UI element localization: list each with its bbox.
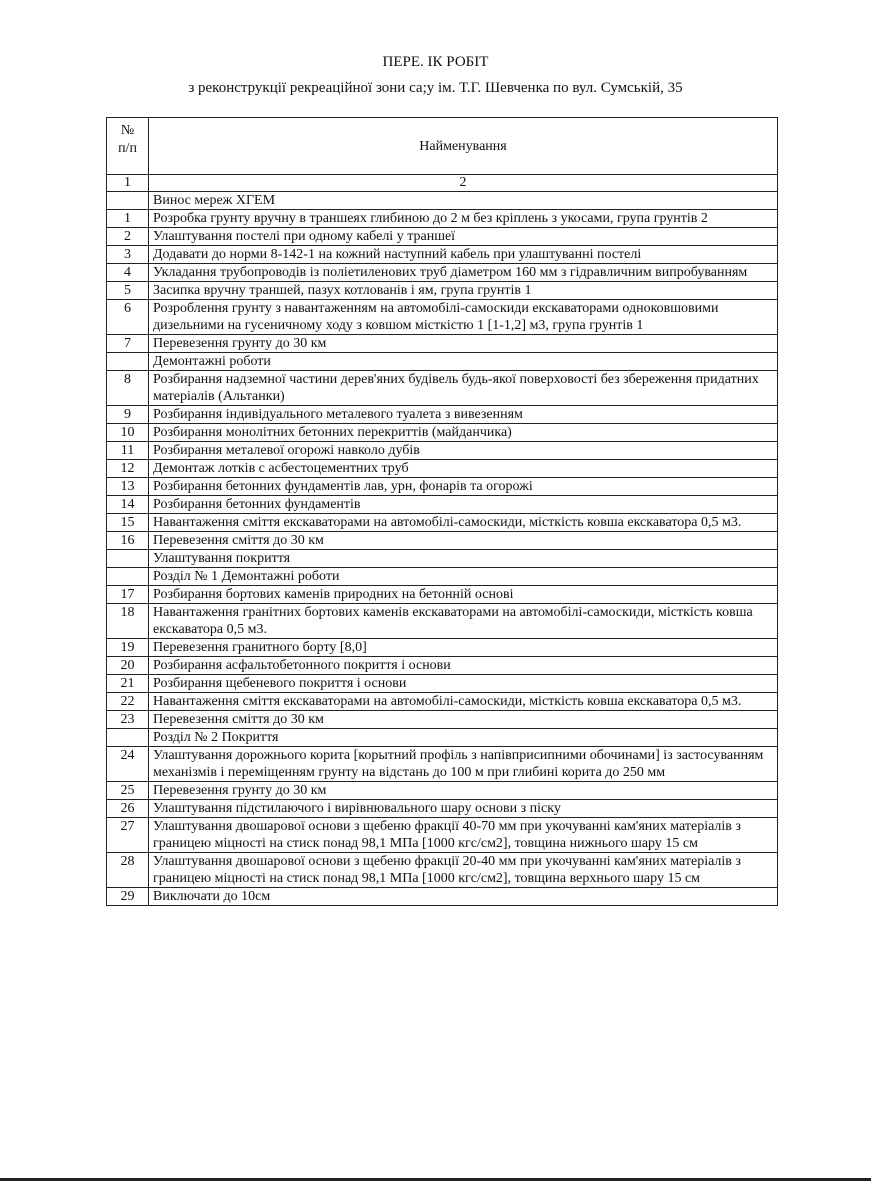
works-table [106, 117, 778, 906]
row-number: 16 [107, 532, 149, 550]
row-number: 21 [107, 675, 149, 693]
row-number: 8 [107, 371, 149, 406]
header-number: № п/п [107, 118, 149, 175]
table-row [107, 353, 778, 371]
table-row [107, 675, 778, 693]
table-row [107, 800, 778, 818]
row-work-name: Розбирання монолітних бетонних перекриттів (майданчика) [149, 424, 778, 442]
column-numbers-row [107, 175, 778, 192]
table-row [107, 228, 778, 246]
row-work-name: Улаштування покриття [149, 550, 778, 568]
row-work-name: Навантаження сміття екскаваторами на автомобілі-самоскиди, місткість ковша екскаватора 0,5 м3. [149, 514, 778, 532]
row-work-name: Навантаження сміття екскаваторами на автомобілі-самоскиди, місткість ковша екскаватора 0,5 м3. [149, 693, 778, 711]
row-work-name: Розбирання бетонних фундаментів [149, 496, 778, 514]
table-row [107, 246, 778, 264]
table-row [107, 550, 778, 568]
row-work-name: Перевезення грунту до 30 км [149, 335, 778, 353]
row-work-name: Навантаження гранітних бортових каменів екскаваторами на автомобілі-самоскиди, місткість ковша екскаватора 0,5 м3. [149, 604, 778, 639]
table-row [107, 496, 778, 514]
table-header-row [107, 118, 778, 175]
row-work-name: Розроблення грунту з навантаженням на автомобілі-самоскиди екскаваторами одноковшовими дизельними на гусеничному ходу з ковшом місткістю 1 [1-1,2] м3, група грунтів 1 [149, 300, 778, 335]
table-row [107, 604, 778, 639]
row-number: 9 [107, 406, 149, 424]
row-number [107, 550, 149, 568]
row-work-name: Засипка вручну траншей, пазух котлованів і ям, група грунтів 1 [149, 282, 778, 300]
table-row [107, 782, 778, 800]
row-work-name: Перевезення гранитного борту [8,0] [149, 639, 778, 657]
table-row [107, 729, 778, 747]
document-subtitle: з реконструкції рекреаційної зони са;у ім. Т.Г. Шевченка по вул. Сумській, 35 [188, 80, 683, 96]
row-work-name: Улаштування дорожнього корита [корытний профіль з напівприсипними обочинами] із застосуванням механізмів і переміщенням грунту на відстань до 100 м при глибині корита до 250 мм [149, 747, 778, 782]
row-number [107, 568, 149, 586]
row-work-name: Розділ № 1 Демонтажні роботи [149, 568, 778, 586]
table-row [107, 853, 778, 888]
row-work-name: Розбирання індивідуального металевого туалета з вивезенням [149, 406, 778, 424]
table-row [107, 282, 778, 300]
row-number: 17 [107, 586, 149, 604]
row-work-name: Розбирання бетонних фундаментів лав, урн, фонарів та огорожі [149, 478, 778, 496]
row-number: 18 [107, 604, 149, 639]
table-row [107, 711, 778, 729]
row-work-name: Винос мереж ХГЕМ [149, 192, 778, 210]
row-number: 28 [107, 853, 149, 888]
row-work-name: Перевезення грунту до 30 км [149, 782, 778, 800]
document-title: ПЕРЕ. ІК РОБІТ [382, 54, 489, 70]
row-work-name: Улаштування двошарової основи з щебеню фракції 40-70 мм при укочуванні кам'яних матеріалів з границею міцності на стиск понад 98,1 МПа [1000 кгс/см2], товщина нижнього шару 15 см [149, 818, 778, 853]
row-work-name: Демонтажні роботи [149, 353, 778, 371]
row-number: 13 [107, 478, 149, 496]
row-work-name: Улаштування підстилаючого і вирівнювального шару основи з піску [149, 800, 778, 818]
row-number: 26 [107, 800, 149, 818]
row-number [107, 729, 149, 747]
row-work-name: Розбирання бортових каменів природних на бетонній основі [149, 586, 778, 604]
table-row [107, 478, 778, 496]
table-row [107, 693, 778, 711]
row-number: 19 [107, 639, 149, 657]
row-work-name: Додавати до норми 8-142-1 на кожний наступний кабель при улаштуванні постелі [149, 246, 778, 264]
table-row [107, 264, 778, 282]
table-row [107, 460, 778, 478]
table-row [107, 639, 778, 657]
row-number: 14 [107, 496, 149, 514]
table-row [107, 747, 778, 782]
column-number-2: 2 [149, 175, 778, 192]
row-number: 25 [107, 782, 149, 800]
row-number: 10 [107, 424, 149, 442]
row-number [107, 353, 149, 371]
column-number-1: 1 [107, 175, 149, 192]
row-number: 22 [107, 693, 149, 711]
table-row [107, 514, 778, 532]
row-number: 5 [107, 282, 149, 300]
row-work-name: Розбирання асфальтобетонного покриття і основи [149, 657, 778, 675]
row-work-name: Розбирання металевої огорожі навколо дубів [149, 442, 778, 460]
row-work-name: Улаштування постелі при одному кабелі у траншеї [149, 228, 778, 246]
row-number: 2 [107, 228, 149, 246]
row-work-name: Розбирання надземної частини дерев'яних будівель будь-якої поверховості без збереження придатних матеріалів (Альтанки) [149, 371, 778, 406]
row-number: 7 [107, 335, 149, 353]
table-row [107, 568, 778, 586]
table-row [107, 406, 778, 424]
page-bottom-line [0, 1178, 871, 1181]
row-number: 20 [107, 657, 149, 675]
row-number: 1 [107, 210, 149, 228]
row-work-name: Розділ № 2 Покриття [149, 729, 778, 747]
row-work-name: Виключати до 10см [149, 888, 778, 906]
row-number: 27 [107, 818, 149, 853]
row-number: 15 [107, 514, 149, 532]
table-row [107, 335, 778, 353]
table-row [107, 442, 778, 460]
row-work-name: Укладання трубопроводів із поліетиленових труб діаметром 160 мм з гідравличним випробуванням [149, 264, 778, 282]
table-row [107, 424, 778, 442]
table-row [107, 192, 778, 210]
row-number: 24 [107, 747, 149, 782]
row-number [107, 192, 149, 210]
table-row [107, 371, 778, 406]
table-row [107, 300, 778, 335]
row-number: 11 [107, 442, 149, 460]
row-work-name: Улаштування двошарової основи з щебеню фракції 20-40 мм при укочуванні кам'яних матеріалів з границею міцності на стиск понад 98,1 МПа [1000 кгс/см2], товщина верхнього шару 15 см [149, 853, 778, 888]
table-row [107, 586, 778, 604]
row-number: 12 [107, 460, 149, 478]
row-work-name: Розробка грунту вручну в траншеях глибиною до 2 м без кріплень з укосами, група грунтів 2 [149, 210, 778, 228]
row-work-name: Демонтаж лотків с асбестоцементних труб [149, 460, 778, 478]
row-number: 4 [107, 264, 149, 282]
table-row [107, 657, 778, 675]
table-row [107, 818, 778, 853]
header-name: Найменування [149, 118, 778, 175]
row-number: 29 [107, 888, 149, 906]
row-number: 6 [107, 300, 149, 335]
table-row [107, 532, 778, 550]
row-work-name: Перевезення сміття до 30 км [149, 532, 778, 550]
table-row [107, 210, 778, 228]
row-number: 23 [107, 711, 149, 729]
row-work-name: Перевезення сміття до 30 км [149, 711, 778, 729]
row-number: 3 [107, 246, 149, 264]
table-row [107, 888, 778, 906]
row-work-name: Розбирання щебеневого покриття і основи [149, 675, 778, 693]
